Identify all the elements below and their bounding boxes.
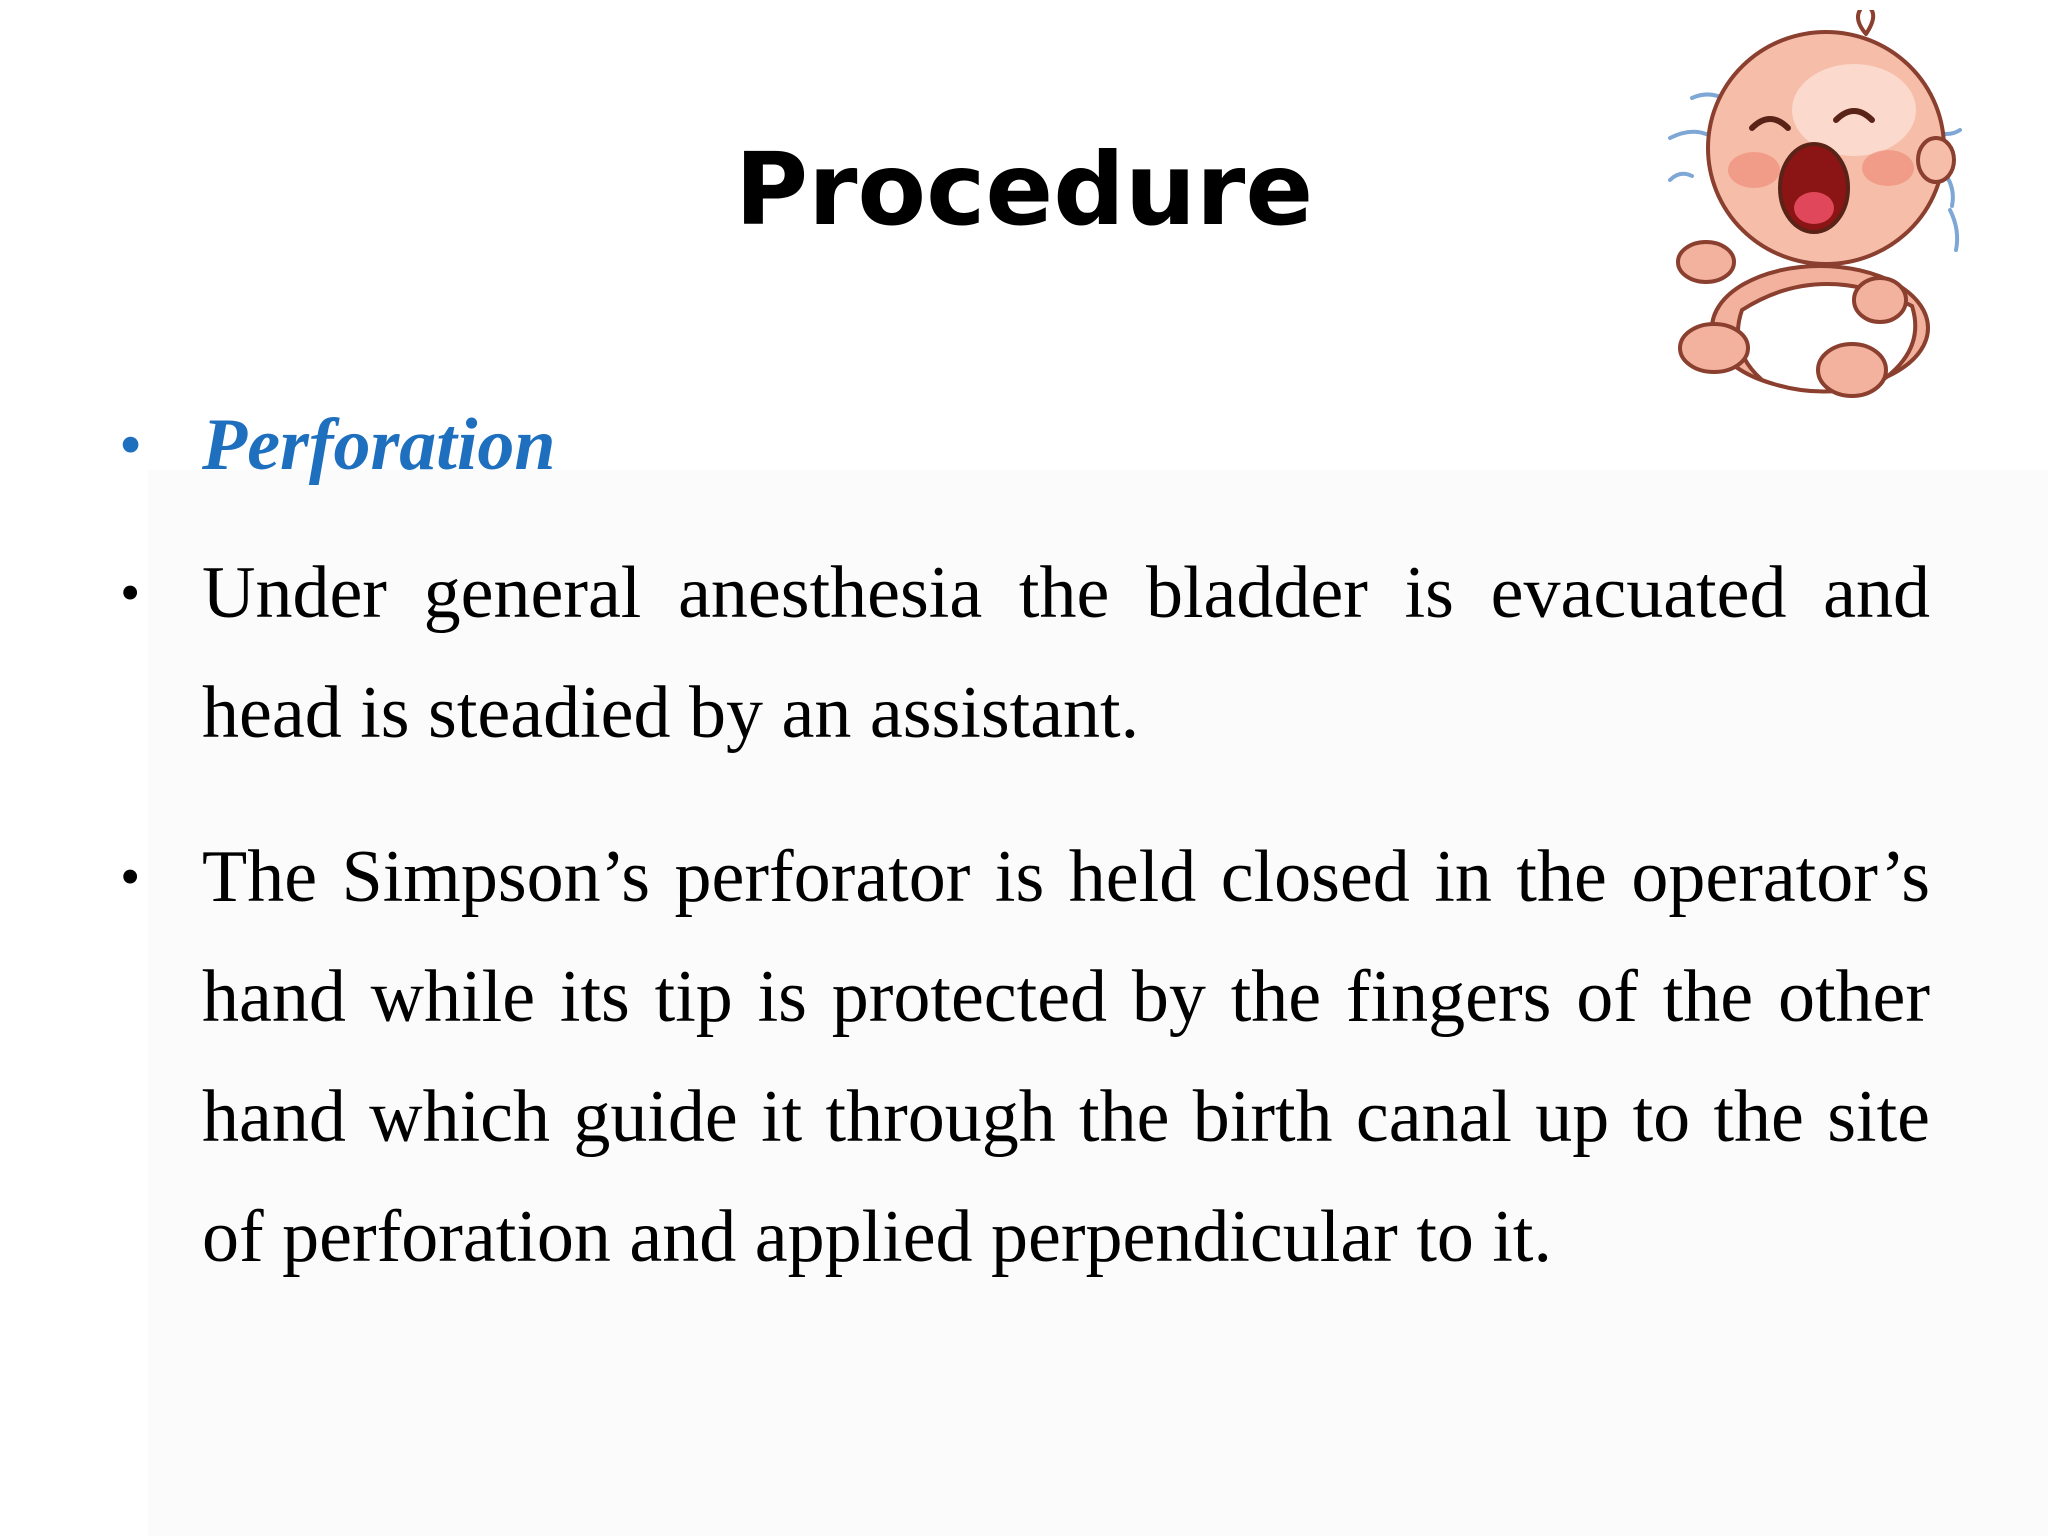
list-item xyxy=(120,533,1930,773)
slide-title: Procedure xyxy=(734,131,1314,248)
bullet-text: The Simpson’s perforator is held closed in the operator’s hand while its tip is protected by the fingers of the other hand which guide it through the birth canal up to the site of perforation and applied perpendicular to it. xyxy=(202,836,1930,1278)
bullet-marker: • xyxy=(120,560,141,625)
list-item xyxy=(120,817,1930,1297)
crying-baby-icon xyxy=(1630,10,1990,410)
list-item xyxy=(120,385,1930,505)
bullet-marker: • xyxy=(120,844,141,909)
bullet-text: Under general anesthesia the bladder is evacuated and head is steadied by an assistant. xyxy=(202,552,1930,754)
bullet-heading-text: Perforation xyxy=(202,404,556,486)
bullet-marker: • xyxy=(120,412,141,477)
bullet-list xyxy=(120,385,1930,1297)
